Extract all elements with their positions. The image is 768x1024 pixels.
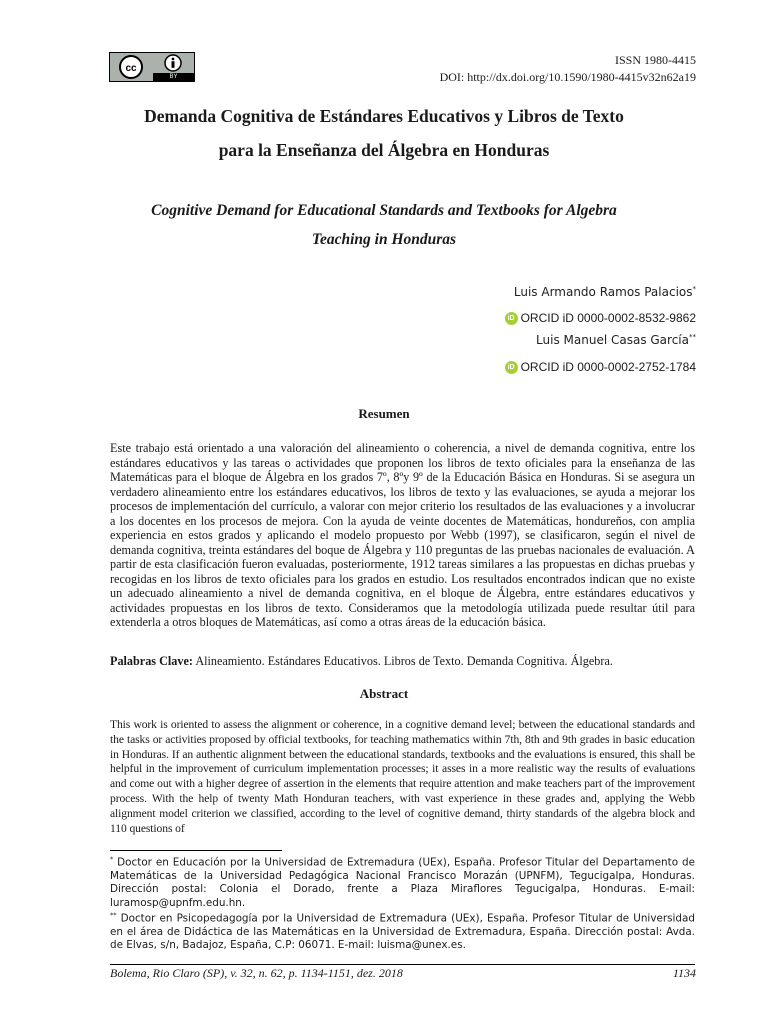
author-1	[514, 285, 696, 299]
cc-icon	[110, 53, 153, 81]
cc-by-license-badge[interactable]	[109, 52, 195, 82]
footnote-1-text: Doctor en Educación por la Universidad de Extremadura (UEx), España. Profesor Titular del Departamento de Matemáticas de la Universidad Pedagógica Nacional Francisco Morazán (UPNFM), Tegucigalpa, Honduras. Dirección postal: Colonia el Dorado, frente a Plaza Miraflores Tegucigalpa, Honduras. E-mail: luramosp@upnfm.edu.hn.	[110, 856, 695, 909]
article-title-english-line1: Cognitive Demand for Educational Standards and Textbooks for Algebra	[151, 202, 617, 219]
footnote-1-mark: *	[110, 855, 114, 863]
journal-citation: Bolema, Rio Claro (SP), v. 32, n. 62, p. 1134-1151, dez. 2018	[110, 966, 403, 980]
article-title	[80, 99, 688, 167]
footer-divider	[110, 964, 695, 965]
attribution-icon	[153, 53, 194, 73]
author-1-name: Luis Armando Ramos Palacios	[513, 285, 693, 299]
footnote-2	[110, 909, 695, 953]
keywords-label: Palabras Clave:	[110, 654, 193, 668]
author-1-footnote-mark[interactable]: *	[692, 285, 696, 293]
author-2-orcid-id[interactable]: ORCID iD 0000-0002-2752-1784	[520, 360, 696, 374]
license-label: BY	[153, 73, 194, 81]
svg-text:cc: cc	[125, 63, 137, 74]
author-1-orcid[interactable]	[505, 311, 696, 325]
footnote-2-mark: **	[110, 911, 117, 919]
article-title-line2: para la Enseñanza del Álgebra en Honduras	[218, 140, 550, 160]
resumen-text: Este trabajo está orientado a una valoración del alineamiento o coherencia, a nivel de demanda cognitiva, entre los estándares educativos y las tareas o actividades que proponen los libros de texto oficiales para la enseñanza de las Matemáticas para el bloque de Álgebra en los grados 7º, 8ºy 9º de la Educación Básica en Honduras. Si se asegura un verdadero alineamiento entre los estándares educativos, los libros de texto y las evaluaciones, se ayuda a mejorar los procesos de implementación del currículo, a valorar con mejor criterio los resultados de las evaluaciones y a involucrar a los docentes en los procesos de mejora. Con la ayuda de veinte docentes de Matemáticas, hondureños, con amplia experiencia en estos grados y aplicando el modelo propuesto por Webb (1997), se clasificaron, según el nivel de demanda cognitiva, treinta estándares del boque de Álgebra y 110 preguntas de las pruebas nacionales de evaluación. A partir de esta clasificación fueron evaluadas, posteriormente, 1912 tareas similares a las propuestas en dichas pruebas y recogidas en los libros de texto oficiales para los grados en estudio. Los resultados encontrados indican que no existe un adecuado alineamiento a nivel de demanda cognitiva, en el bloque de Álgebra, entre estándares educativos y actividades propuestas en los libros de texto. Consideramos que la metodología utilizada puede resultar útil para extenderla a otros bloques de Matemáticas, así como a otras áreas de la educación básica.	[110, 441, 695, 629]
abstract-text: This work is oriented to assess the alignment or coherence, in a cognitive demand level; between the educational standards and the tasks or activities proposed by official textbooks, for teaching mathematics within 7th, 8th and 9th grades in basic education in Honduras. If an authentic alignment between the educational standards, textbooks and the evaluations is ensured, this shall be helpful in the improvement of curriculum implementation processes; it asses in a more realistic way the results of evaluations and come out with a higher degree of assertion in the elements that require attention and make teachers part of the improvement process. With the help of twenty Math Honduran teachers, with vast experience in these grades and, applying the Webb alignment model criterion we classified, according to the level of cognitive demand, thirty standards of the algebra block and 110 questions of	[110, 718, 695, 835]
author-2-footnote-mark[interactable]: **	[689, 333, 696, 341]
orcid-icon: iD	[505, 312, 518, 325]
issn: ISSN 1980-4415	[614, 53, 696, 67]
keywords-text: Alineamiento. Estándares Educativos. Libros de Texto. Demanda Cognitiva. Álgebra.	[195, 654, 613, 668]
author-2-orcid[interactable]	[505, 360, 696, 374]
footnote-divider	[110, 850, 282, 851]
footnote-2-text: Doctor en Psicopedagogía por la Universidad de Extremadura (UEx), España. Profesor Titular de Universidad en el área de Didáctica de las Matemáticas en la Universidad de Extremadura, España. Dirección postal: Avda. de Elvas, s/n, Badajoz, España, C.P: 06071. E-mail: luisma@unex.es.	[110, 912, 695, 952]
resumen-heading: Resumen	[358, 406, 410, 421]
author-1-orcid-id[interactable]: ORCID iD 0000-0002-8532-9862	[520, 311, 696, 325]
article-title-line1: Demanda Cognitiva de Estándares Educativos y Libros de Texto	[144, 106, 624, 126]
abstract-heading: Abstract	[359, 686, 409, 701]
article-title-english	[80, 196, 688, 254]
orcid-icon: iD	[505, 361, 518, 374]
doi-link[interactable]: DOI: http://dx.doi.org/10.1590/1980-4415v32n62a19	[439, 70, 696, 84]
author-2-name: Luis Manuel Casas García	[536, 333, 689, 347]
author-2	[536, 333, 696, 347]
page-number: 1134	[672, 966, 696, 980]
footnote-1	[110, 853, 695, 910]
article-title-english-line2: Teaching in Honduras	[311, 231, 457, 248]
palabras-clave	[110, 654, 695, 669]
